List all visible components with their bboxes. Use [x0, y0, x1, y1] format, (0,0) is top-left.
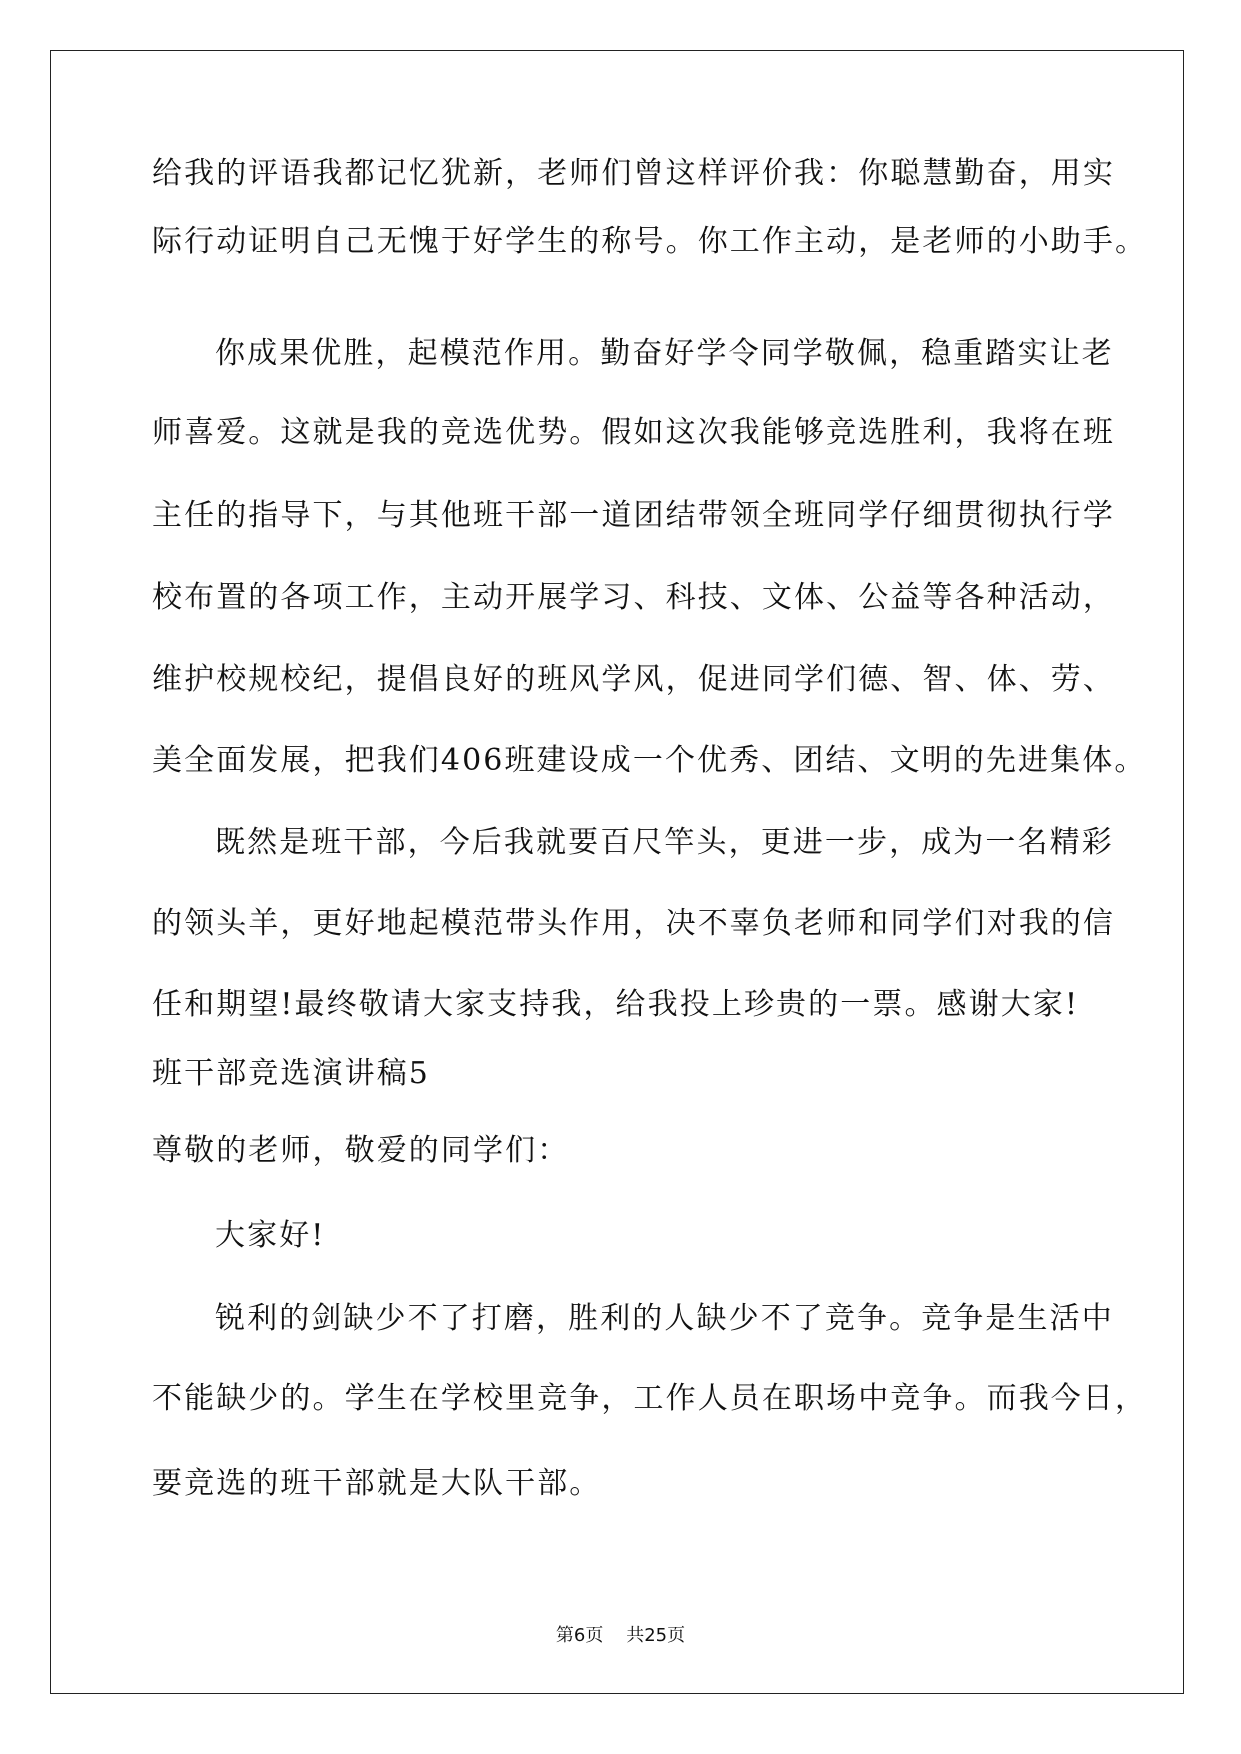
page-border	[50, 50, 1184, 1694]
paragraph-line: 不能缺少的。学生在学校里竞争，工作人员在职场中竞争。而我今日，	[152, 1381, 1148, 1416]
paragraph-line: 的领头羊，更好地起模范带头作用，决不辜负老师和同学们对我的信	[152, 906, 1115, 941]
paragraph-line: 维护校规校纪，提倡良好的班风学风，促进同学们德、智、体、劳、	[152, 662, 1115, 697]
paragraph-line: 任和期望!最终敬请大家支持我，给我投上珍贵的一票。感谢大家!	[152, 987, 1080, 1022]
page-number: 第6页 共25页	[555, 1625, 686, 1646]
paragraph-line: 校布置的各项工作，主动开展学习、科技、文体、公益等各种活动，	[152, 580, 1115, 615]
paragraph-line: 美全面发展，把我们406班建设成一个优秀、团结、文明的先进集体。	[152, 743, 1147, 778]
paragraph-line: 你成果优胜，起模范作用。勤奋好学令同学敬佩，稳重踏实让老	[215, 336, 1114, 371]
section-heading: 班干部竞选演讲稿5	[152, 1056, 430, 1091]
paragraph-line: 际行动证明自己无愧于好学生的称号。你工作主动，是老师的小助手。	[152, 224, 1148, 259]
paragraph-line: 既然是班干部，今后我就要百尺竿头，更进一步，成为一名精彩	[215, 825, 1114, 860]
salutation: 尊敬的老师，敬爱的同学们：	[152, 1133, 570, 1168]
paragraph-line: 锐利的剑缺少不了打磨，胜利的人缺少不了竞争。竞争是生活中	[215, 1301, 1114, 1336]
paragraph-line: 主任的指导下，与其他班干部一道团结带领全班同学仔细贯彻执行学	[152, 498, 1115, 533]
paragraph-line: 要竞选的班干部就是大队干部。	[152, 1466, 602, 1501]
paragraph-line: 师喜爱。这就是我的竞选优势。假如这次我能够竞选胜利，我将在班	[152, 415, 1115, 450]
greeting: 大家好!	[215, 1218, 326, 1253]
paragraph-line: 给我的评语我都记忆犹新，老师们曾这样评价我：你聪慧勤奋，用实	[152, 156, 1115, 191]
